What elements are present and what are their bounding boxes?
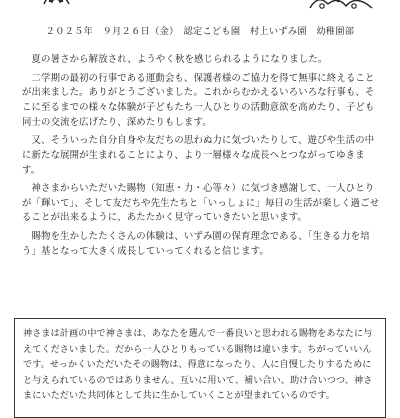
paragraph-5: 賜物を生かしたたくさんの体験は、いずみ園の保育理念である、「生きる力を培う」基となって大きく成長していってくれると信じます。 [22,230,370,257]
header-school: 認定こども園 村上いずみ園 [183,26,307,37]
rabbit-illustration [42,0,72,6]
header-dept: 幼稚園部 [316,26,355,37]
newsletter-header [0,23,400,37]
header-date: ２０２５年 ９月２６日（金） [45,26,174,37]
paragraph-1: 夏の暑さから解放され、ようやく秋を感じられるようになりました。 [22,54,328,65]
paragraph-4: 神さまからいただいた賜物（知恵・力・心等々）に気づき感謝して、一人ひとりが「輝いて」、そして友だちや先生たちと「いっしょに」毎日の生活が楽しく過ごせることが出来るように、あたたかく見守っていきたいと思います。 [22,183,380,224]
paragraph-3: 又、そういった自分自身や友だちの思わぬ力に気づいたりして、遊びや生活の中に新たな展開が生まれることにより、より一層様々な成長へとつながってゆきます。 [22,135,375,176]
quote-text: 神さまは計画の中で神さまは、あなたを選んで一番良いと思われる賜物をあなたに与えてくださいました。だから一人ひとりもっている賜物は違います。ちがっていいんです。せっかくいただいたその賜物は、得意になったり、人に自慢したりするためにと与えられているのではありません。互いに用いて、補い合い、助け合いつつ、神さまにいただいた共同体として共に生かしていくことが望まれているのです。 [23,329,373,402]
paragraph-2: 二学期の最初の行事である運動会も、保護者様のご協力を得て無事に終えることが出来ました。ありがとうございました。これからむかえるいろいろな行事も、そこに至るまでの様々な体験が子どもたち一人ひとりの活動意欲を高めたり、子ども同士の交流を広げたり、深めたりもします。 [22,72,375,128]
newsletter-body [22,44,382,263]
quote-box [14,318,386,418]
bus-illustration [308,0,374,10]
